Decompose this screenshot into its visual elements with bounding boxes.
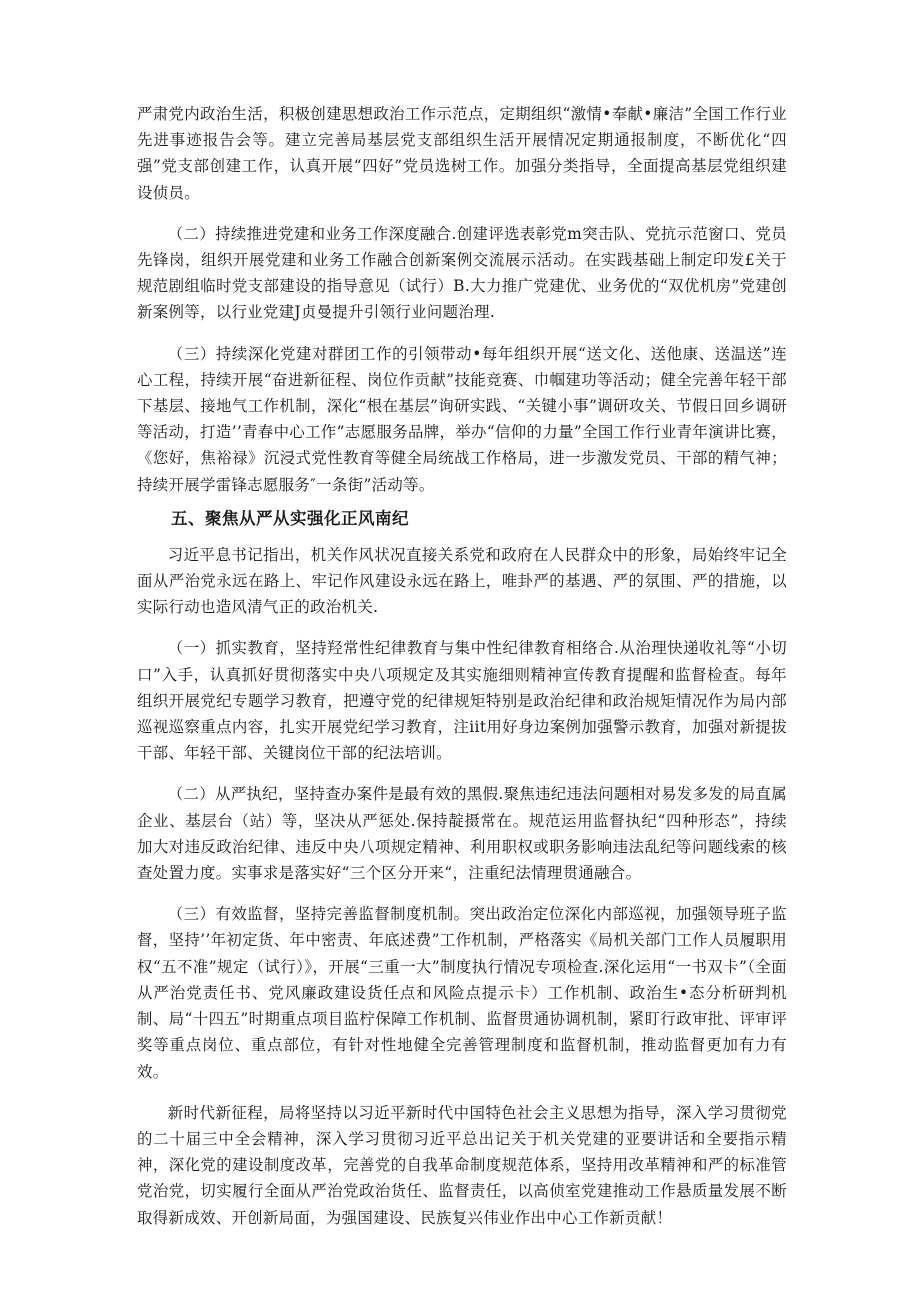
paragraph-conclusion: 新时代新征程，局将坚持以习近平新时代中国特色社会主义思想为指导，深入学习贯彻党的二十届三中全会精神，深入学习贯彻习近平总出记关于机关党建的亚要讲话和全要指示精神，深化党的建设制度改革，完善党的自我革命制度规范体系，坚持用改革精神和严的标准管党治党，切实履行全面从严治党政治货任、监督责任，以高侦室党建推动工作悬质量发展不断取得新成效、开创新局面，为强国建设、民族复兴伟业作出中心工作新贡献！ (137, 1103, 787, 1227)
document-page (137, 101, 787, 1246)
paragraph-discipline: （二）从严执纪，坚持查办案件是最有效的黑假.聚焦违纪违法问题相对易发多发的局直属企业、基层台（站）等，坚决从严惩处.保持靛摄常在。规范运用监督执纪“四种形态”，持续加大对违反政治纪律、违反中央八项规定精神、利用职权或职务影响违法乱纪等问题线索的核查处置力度。实事求是落实好“三个区分开来“，注重纪法情理贯通融合。 (137, 785, 787, 883)
paragraph-section-intro: 习近平息书记指出，机关作风状况直接关系党和政府在人民群众中的形象，局始终牢记全面从严治党永远在路上、牢记作风建设永远在路上，唯卦严的基遇、严的氛围、严的措施，以实际行动也造风清气正的政治机关. (137, 545, 787, 617)
paragraph-mass-organizations: （三）持续深化党建对群团工作的引领带动•每年组织开展“送文化、送他康、送温送”连心工程，持续开展“奋进新征程、岗位作贡献”技能竞赛、巾帼建功等活动；健全完善年轻干部下基层、接地气工作机制，深化“根在基层”询研实践、“关键小事”调研攻关、节假日回乡调研等活动，打造’’青春中心工作”志愿服务品牌，举办“信仰的力量”全国工作行业青年演讲比赛，《您好，焦裕禄》沉浸式党性教育等健全局统战工作格局，进一步激发党员、干部的精气神；持续开展学雷锋志愿服务″一条街”活动等。 (137, 344, 787, 494)
section-heading: 五、聚焦从严从实强化正风南纪 (171, 508, 409, 528)
paragraph-supervision: （三）有效监督，坚持完善监督制度机制。突出政治定位深化内部巡视，加强领导班子监督，坚持’’年初定货、年中密责、年底述费”工作机制，严格落实《局机关部门工作人员履职用权“五不准”规定（试行）》，开展“三重一大”制度执行情况专项检查.深化运用“一书双卡”（全面从严治党责任书、党风廉政建设货任点和风险点提示卡）工作机制、政治生•态分析研判机制、局“十四五”时期重点项目监柠保障工作机制、监督贯通协调机制，紧盯行政审批、评审评奖等重点岗位、重点部位，有针对性地健全完善管理制度和监督机制，推动监督更加有力有效。 (137, 905, 787, 1081)
paragraph-education: （一）抓实教育，坚持羟常性纪律教育与集中性纪律教育相络合.从治理快递收礼等“小切口”入手，认真抓好贯彻落实中央八项规定及其实施细则精神宣传教育提醒和监督检查。每年组织开展党纪专题学习教育，把遵守党的纪律规矩特别是政治纪律和政治规矩情况作为局内部巡视巡察重点内容，扎实开展党纪学习教育，注iit用好身边案例加强警示教育，加强对新提拔干部、年轻干部、关键岗位干部的纪法培训。 (137, 639, 787, 763)
paragraph-continuation: 严肃党内政治生活，积极创建思想政治工作示范点，定期组织“激情•奉献•廉洁”全国工作行业先进事迹报告会等。建立完善局基层党支部组织生活开展情况定期通报制度，不断优化“四强”党支部创建工作，认真开展“四好”党员选树工作。加强分类指导，全面提高基层党组织建设侦员。 (137, 105, 787, 202)
paragraph-integration: （二）持续推进党建和业务工作深度融合.创建评选表彰党m突击队、党抗示范窗口、党员先锋岗，组织开展党建和业务工作融合创新案例交流展示活动。在实践基础上制定印发£关于规范剧组临时党支部建设的指导意见（试行）B.大力推广党建优、业务优的“双优机房”党建创新案例等，以行业党建J贞曼提升引领行业问题治理. (137, 224, 787, 322)
